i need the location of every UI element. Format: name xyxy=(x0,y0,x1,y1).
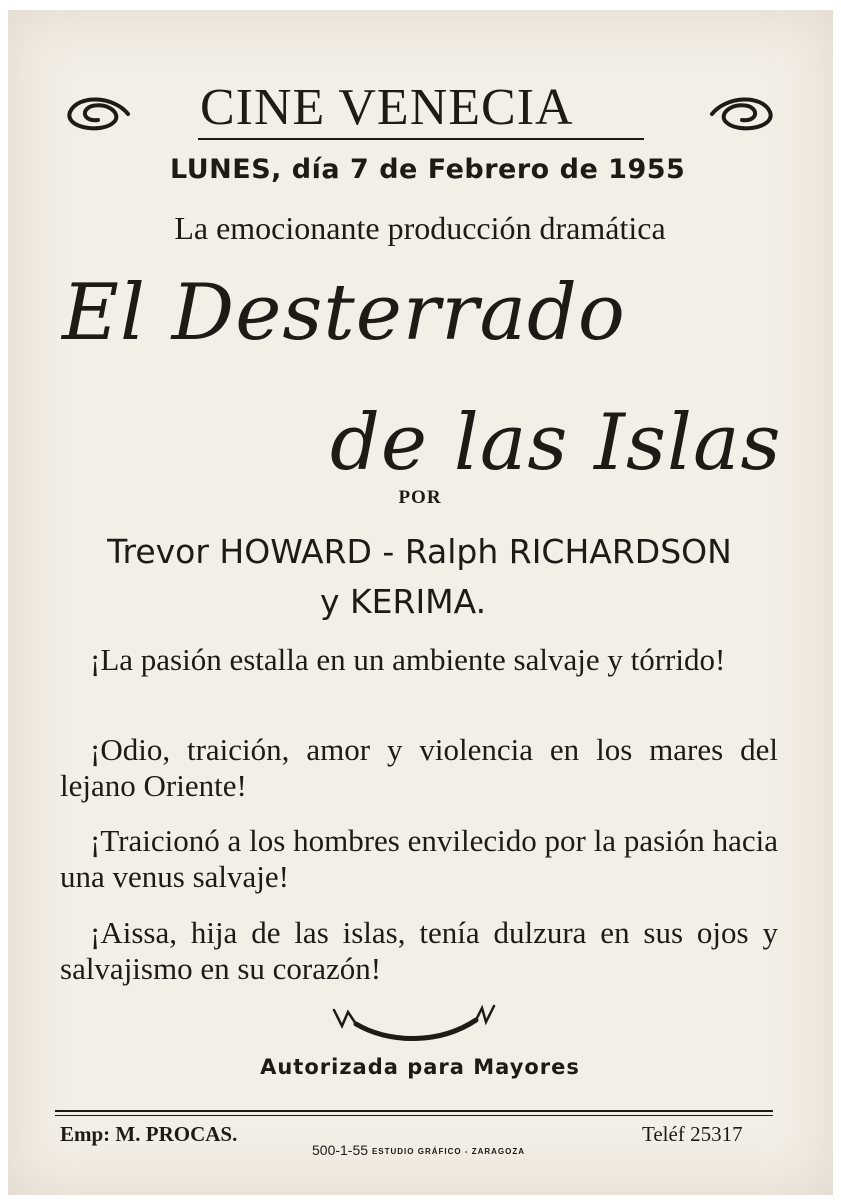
print-code-number: 500-1-55 xyxy=(312,1142,369,1158)
telefono-label: Teléf 25317 xyxy=(642,1122,743,1146)
print-code xyxy=(312,1142,525,1158)
tagline-paragraph: ¡Traicionó a los hombres envilecido por la pasión hacia una venus salvaje! xyxy=(60,823,778,894)
cast-line-2: y KERIMA. xyxy=(320,582,487,621)
tagline-paragraph: ¡Odio, traición, amor y violencia en los mares del lejano Oriente! xyxy=(60,732,778,803)
por-label: POR xyxy=(398,487,442,508)
footer-rule-thin xyxy=(55,1115,773,1116)
rating-notice: Autorizada para Mayores xyxy=(260,1055,580,1079)
tagline-paragraph: ¡La pasión estalla en un ambiente salvaje y tórrido! xyxy=(90,642,726,677)
empresa-label: Emp: M. PROCAS. xyxy=(60,1122,238,1146)
right-swirl-ornament-icon xyxy=(708,92,778,136)
film-title-line-1: El Desterrado xyxy=(62,268,626,358)
intro-text: La emocionante producción dramática xyxy=(174,210,666,246)
screening-date: LUNES, día 7 de Febrero de 1955 xyxy=(170,154,686,185)
footer-rule xyxy=(55,1110,773,1112)
flourish-ornament-icon xyxy=(330,1002,500,1046)
left-swirl-ornament-icon xyxy=(62,92,132,136)
title-underline xyxy=(198,138,644,140)
cinema-name: CINE VENECIA xyxy=(200,79,574,136)
film-title-line-2: de las Islas xyxy=(330,398,782,488)
cast-line-1: Trevor HOWARD - Ralph RICHARDSON xyxy=(107,532,732,571)
printer-name: ESTUDIO GRÁFICO - ZARAGOZA xyxy=(371,1146,526,1156)
tagline-paragraph: ¡Aissa, hija de las islas, tenía dulzura en sus ojos y salvajismo en su corazón! xyxy=(60,915,778,986)
